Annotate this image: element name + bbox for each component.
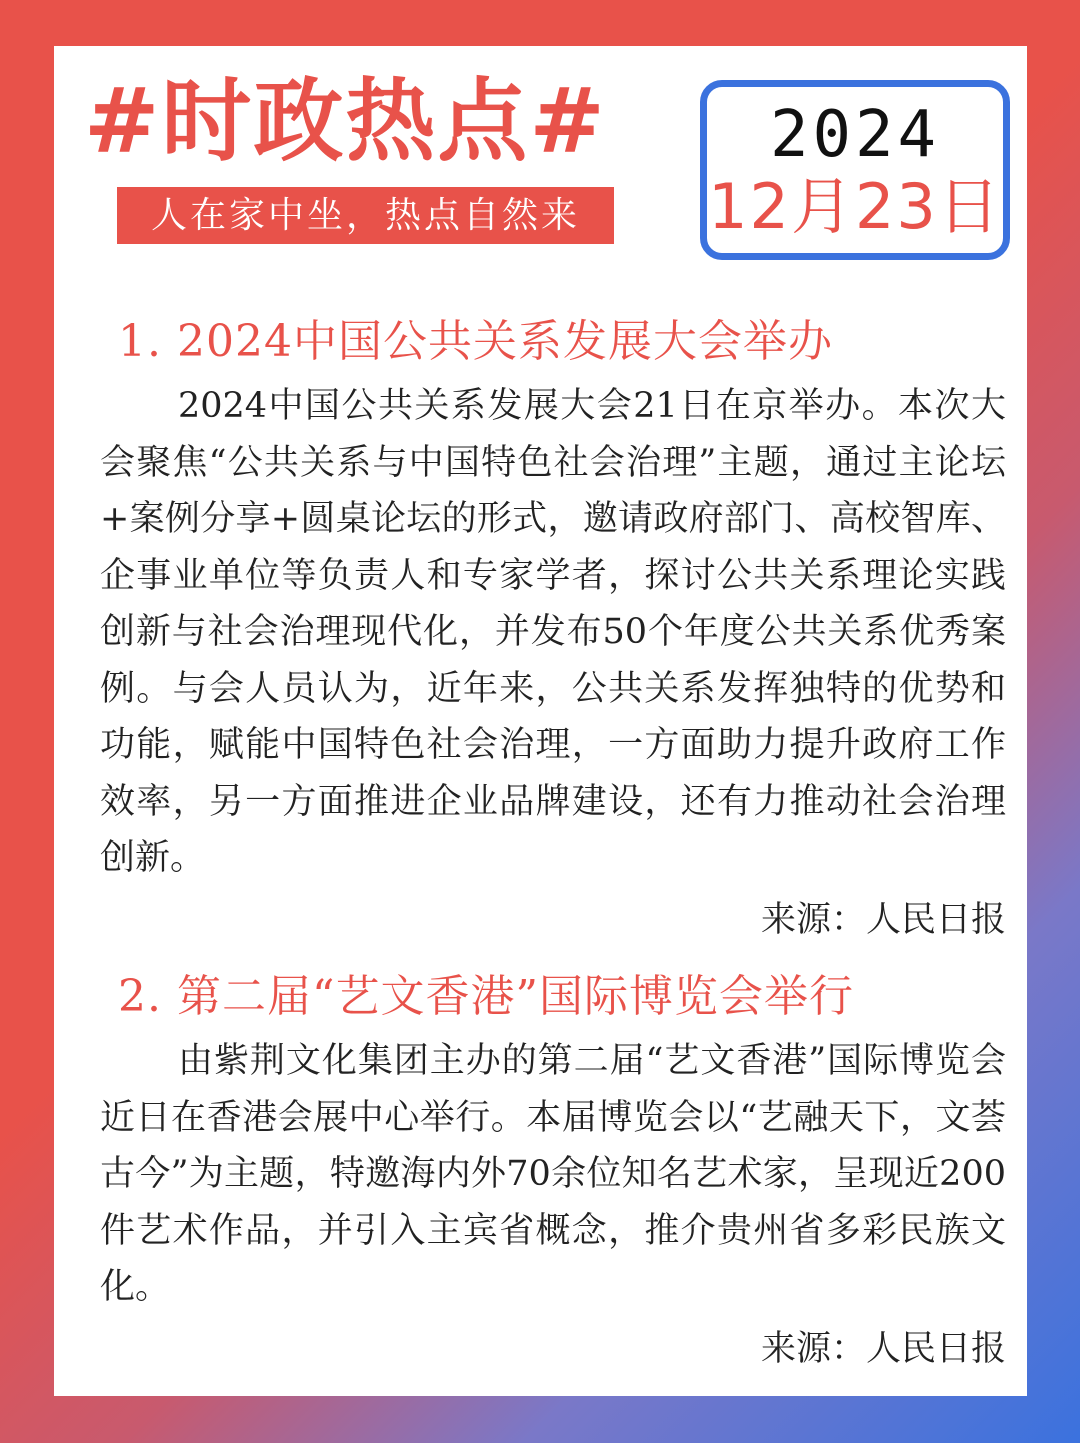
article-source: 来源：人民日报 (760, 899, 1006, 940)
article-1 (100, 310, 1006, 945)
article-title: 1. 2024中国公共关系发展大会举办 (118, 316, 833, 367)
article-body: 2024中国公共关系发展大会21日在京举办。本次大会聚焦“公共关系与中国特色社会治理”主题，通过主论坛+案例分享+圆桌论坛的形式，邀请政府部门、高校智库、企事业单位等负责人和专家学者，探讨公共关系理论实践创新与社会治理现代化，并发布50个年度公共关系优秀案例。与会人员认为，近年来，公共关系发挥独特的优势和功能，赋能中国特色社会治理，一方面助力提升政府工作效率，另一方面推进企业品牌建设，还有力推动社会治理创新。 (100, 386, 1006, 878)
page-title: #时政热点# (84, 69, 607, 174)
date-day: 12月23日 (708, 170, 1002, 243)
date-box (700, 80, 1010, 260)
article-title: 2. 第二届“艺文香港”国际博览会举行 (118, 971, 854, 1022)
article-source: 来源：人民日报 (760, 1328, 1006, 1369)
slogan-banner: 人在家中坐，热点自然来 (117, 187, 614, 244)
article-2 (100, 965, 1006, 1374)
date-year: 2024 (769, 98, 941, 172)
article-body: 由紫荆文化集团主办的第二届“艺文香港”国际博览会近日在香港会展中心举行。本届博览会以“艺融天下，文荟古今”为主题，特邀海内外70余位知名艺术家，呈现近200件艺术作品，并引入主宾省概念，推介贵州省多彩民族文化。 (100, 1041, 1006, 1307)
